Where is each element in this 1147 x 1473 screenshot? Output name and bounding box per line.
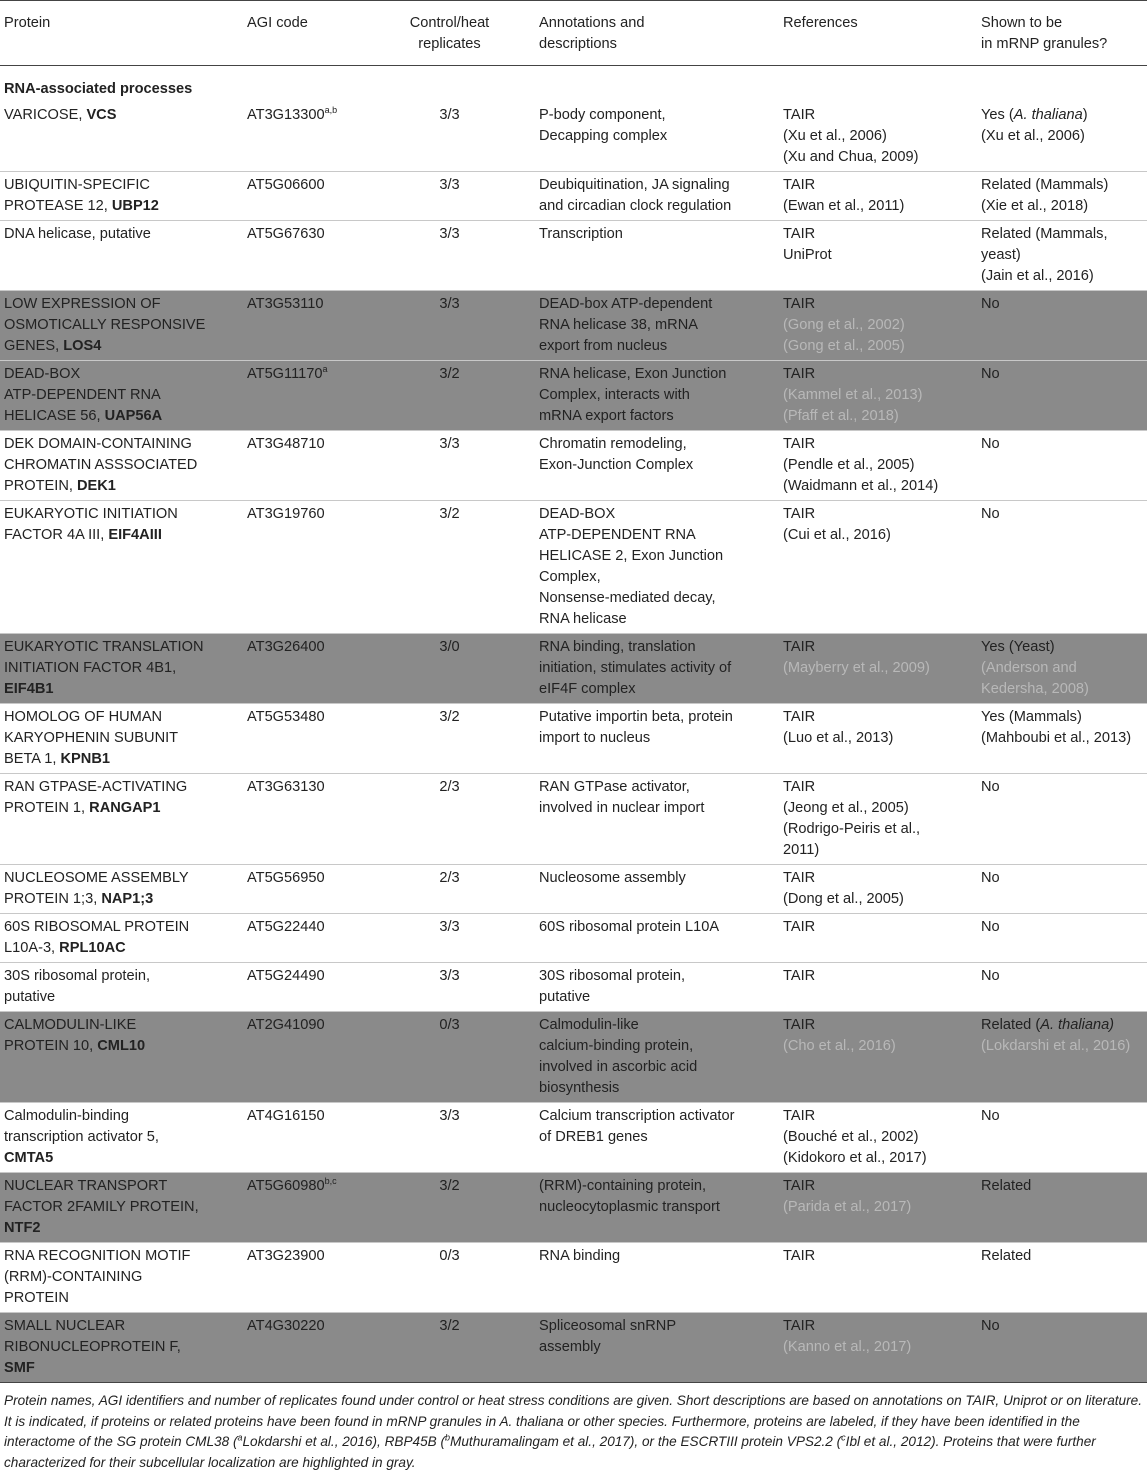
protein-name-line: NUCLEAR TRANSPORT xyxy=(4,1178,168,1194)
table-row xyxy=(0,1173,1147,1243)
replicates-cell: 3/2 xyxy=(364,1173,535,1243)
protein-abbreviation: UBP12 xyxy=(111,198,159,214)
protein-name-line: (RRM)-CONTAINING xyxy=(4,1269,143,1285)
agi-code-cell: AT3G19760 xyxy=(243,501,364,634)
references-cell: TAIR (Bouché et al., 2002) (Kidokoro et al., 2017) xyxy=(779,1103,977,1173)
reference-link[interactable]: UniProt xyxy=(783,247,832,263)
reference-link[interactable]: (Waidmann et al., 2014) xyxy=(783,478,939,494)
annotation-cell: Spliceosomal snRNP assembly xyxy=(535,1313,779,1383)
reference-link[interactable]: 2011) xyxy=(783,842,820,858)
granules-cell: No xyxy=(977,291,1147,361)
granules-cell: No xyxy=(977,774,1147,865)
reference-link[interactable]: (Bouché et al., 2002) xyxy=(783,1129,919,1145)
protein-name-line: putative xyxy=(4,989,56,1005)
reference-link[interactable]: (Anderson and xyxy=(981,660,1077,676)
references-cell: TAIR xyxy=(779,914,977,963)
protein-name-line: UBIQUITIN-SPECIFIC xyxy=(4,177,150,193)
granules-cell: Yes (Mammals) (Mahboubi et al., 2013) xyxy=(977,704,1147,774)
reference-link[interactable]: (Jeong et al., 2005) xyxy=(783,800,909,816)
replicates-cell: 2/3 xyxy=(364,865,535,914)
protein-abbreviation: CML10 xyxy=(97,1038,146,1054)
header-references: References xyxy=(779,1,977,66)
agi-code-cell: AT5G53480 xyxy=(243,704,364,774)
annotation-cell: Putative importin beta, protein import to nucleus xyxy=(535,704,779,774)
agi-code-cell: AT5G56950 xyxy=(243,865,364,914)
protein-cell xyxy=(0,963,243,1012)
references-cell: TAIR (Xu et al., 2006) (Xu and Chua, 2009) xyxy=(779,102,977,172)
protein-name-line: Calmodulin-binding xyxy=(4,1108,129,1124)
agi-footnote-marker: b,c xyxy=(324,1176,337,1187)
protein-name-line: PROTEIN 1, xyxy=(4,800,90,816)
granules-cell: Yes (Yeast) (Anderson and Kedersha, 2008) xyxy=(977,634,1147,704)
reference-link[interactable]: (Kanno et al., 2017) xyxy=(783,1339,912,1355)
protein-name-line: HELICASE 56, xyxy=(4,408,105,424)
reference-link[interactable]: (Parida et al., 2017) xyxy=(783,1199,912,1215)
table-row xyxy=(0,291,1147,361)
protein-abbreviation: RANGAP1 xyxy=(89,800,161,816)
protein-cell xyxy=(0,1313,243,1383)
reference-link[interactable]: (Pfaff et al., 2018) xyxy=(783,408,899,424)
protein-name-line: 60S RIBOSOMAL PROTEIN xyxy=(4,919,190,935)
reference-link[interactable]: (Gong et al., 2005) xyxy=(783,338,905,354)
replicates-cell: 3/3 xyxy=(364,1103,535,1173)
reference-link[interactable]: (Dong et al., 2005) xyxy=(783,891,904,907)
protein-cell xyxy=(0,1103,243,1173)
granules-cell: No xyxy=(977,431,1147,501)
references-cell: TAIR (Parida et al., 2017) xyxy=(779,1173,977,1243)
protein-abbreviation: DEK1 xyxy=(76,478,116,494)
annotation-cell: RNA helicase, Exon Junction Complex, interacts with mRNA export factors xyxy=(535,361,779,431)
protein-name-line: FACTOR 4A III, xyxy=(4,527,109,543)
table-row xyxy=(0,1313,1147,1383)
protein-name-line: FACTOR 2FAMILY PROTEIN, xyxy=(4,1199,199,1215)
annotation-cell: Calmodulin-like calcium-binding protein, involved in ascorbic acid biosynthesis xyxy=(535,1012,779,1103)
granules-cell: No xyxy=(977,501,1147,634)
protein-cell xyxy=(0,704,243,774)
replicates-cell: 3/3 xyxy=(364,963,535,1012)
references-cell: TAIR (Gong et al., 2002) (Gong et al., 2005) xyxy=(779,291,977,361)
references-cell: TAIR (Luo et al., 2013) xyxy=(779,704,977,774)
agi-code-cell: AT3G26400 xyxy=(243,634,364,704)
protein-name-line: transcription activator 5, xyxy=(4,1129,159,1145)
header-replicates: Control/heat replicates xyxy=(364,1,535,66)
protein-name-line: PROTEIN xyxy=(4,1290,69,1306)
granules-cell: Related (Mammals, yeast) (Jain et al., 2016) xyxy=(977,221,1147,291)
granules-cell: Yes (A. thaliana) (Xu et al., 2006) xyxy=(977,102,1147,172)
protein-cell xyxy=(0,361,243,431)
references-cell: TAIR (Cho et al., 2016) xyxy=(779,1012,977,1103)
protein-cell xyxy=(0,291,243,361)
protein-name-line: DNA helicase, putative xyxy=(4,226,151,242)
replicates-cell: 3/2 xyxy=(364,361,535,431)
protein-abbreviation: CMTA5 xyxy=(4,1150,54,1166)
agi-code-cell: AT5G22440 xyxy=(243,914,364,963)
reference-link[interactable]: (Cui et al., 2016) xyxy=(783,527,891,543)
section-row xyxy=(0,66,1147,103)
table-row xyxy=(0,914,1147,963)
header-annotations: Annotations and descriptions xyxy=(535,1,779,66)
annotation-cell: RNA binding, translation initiation, stimulates activity of eIF4F complex xyxy=(535,634,779,704)
protein-name-line: 30S ribosomal protein, xyxy=(4,968,151,984)
protein-abbreviation: RPL10AC xyxy=(59,940,126,956)
agi-code-cell: AT5G24490 xyxy=(243,963,364,1012)
table-row xyxy=(0,501,1147,634)
reference-link[interactable]: (Xu et al., 2006) xyxy=(783,128,887,144)
table-row xyxy=(0,704,1147,774)
granules-cell: No xyxy=(977,914,1147,963)
replicates-cell: 3/2 xyxy=(364,501,535,634)
references-cell: TAIR (Mayberry et al., 2009) xyxy=(779,634,977,704)
granules-cell: No xyxy=(977,1313,1147,1383)
protein-abbreviation: SMF xyxy=(4,1360,35,1376)
annotation-cell: Transcription xyxy=(535,221,779,291)
protein-cell xyxy=(0,102,243,172)
agi-footnote-marker: a,b xyxy=(324,105,338,116)
protein-name-line: SMALL NUCLEAR xyxy=(4,1318,126,1334)
agi-code-cell: AT5G06600 xyxy=(243,172,364,221)
protein-name-line: RIBONUCLEOPROTEIN F, xyxy=(4,1339,181,1355)
agi-footnote-marker: a xyxy=(322,364,328,375)
protein-abbreviation: EIF4B1 xyxy=(4,681,54,697)
protein-abbreviation: VCS xyxy=(86,107,117,123)
protein-cell xyxy=(0,634,243,704)
annotation-cell: (RRM)-containing protein, nucleocytoplasmic transport xyxy=(535,1173,779,1243)
protein-name-line: INITIATION FACTOR 4B1, xyxy=(4,660,177,676)
protein-name-line: EUKARYOTIC TRANSLATION xyxy=(4,639,204,655)
references-cell: TAIR (Jeong et al., 2005) (Rodrigo-Peiris et al., 2011) xyxy=(779,774,977,865)
protein-abbreviation: EIF4AIII xyxy=(108,527,162,543)
reference-link[interactable]: (Pendle et al., 2005) xyxy=(783,457,915,473)
protein-name-line: RNA RECOGNITION MOTIF xyxy=(4,1248,191,1264)
agi-code-cell: AT5G11170$^a$ xyxy=(243,361,364,431)
protein-cell xyxy=(0,1243,243,1313)
section-title: RNA-associated processes xyxy=(4,81,193,97)
reference-link[interactable]: Kedersha, 2008) xyxy=(981,681,1089,697)
annotation-cell: DEAD-BOX ATP-DEPENDENT RNA HELICASE 2, Exon Junction Complex, Nonsense-mediated decay, RNA helicase xyxy=(535,501,779,634)
protein-name-line: CHROMATIN ASSSOCIATED xyxy=(4,457,198,473)
reference-link[interactable]: (Mayberry et al., 2009) xyxy=(783,660,930,676)
replicates-cell: 3/3 xyxy=(364,221,535,291)
protein-name-line: EUKARYOTIC INITIATION xyxy=(4,506,178,522)
replicates-cell: 0/3 xyxy=(364,1243,535,1313)
reference-link[interactable]: (Kammel et al., 2013) xyxy=(783,387,923,403)
references-cell: TAIR (Ewan et al., 2011) xyxy=(779,172,977,221)
protein-name-line: DEK DOMAIN-CONTAINING xyxy=(4,436,192,452)
protein-name-line: LOW EXPRESSION OF xyxy=(4,296,161,312)
table-row xyxy=(0,172,1147,221)
replicates-cell: 3/3 xyxy=(364,431,535,501)
annotation-cell: Deubiquitination, JA signaling and circadian clock regulation xyxy=(535,172,779,221)
protein-cell xyxy=(0,172,243,221)
protein-name-line: HOMOLOG OF HUMAN xyxy=(4,709,163,725)
protein-name-line: BETA 1, xyxy=(4,751,61,767)
protein-abbreviation: NTF2 xyxy=(4,1220,41,1236)
references-cell: TAIR xyxy=(779,963,977,1012)
granules-cell: Related xyxy=(977,1173,1147,1243)
reference-link[interactable]: (Xie et al., 2018) xyxy=(981,198,1089,214)
granules-cell: Related (Mammals) (Xie et al., 2018) xyxy=(977,172,1147,221)
table-row xyxy=(0,221,1147,291)
table-header-row xyxy=(0,1,1147,66)
annotation-cell: 30S ribosomal protein, putative xyxy=(535,963,779,1012)
reference-link[interactable]: (Kidokoro et al., 2017) xyxy=(783,1150,927,1166)
reference-link[interactable]: (Ewan et al., 2011) xyxy=(783,198,905,214)
header-agi-code: AGI code xyxy=(243,1,364,66)
granules-cell: No xyxy=(977,865,1147,914)
reference-link[interactable]: (Jain et al., 2016) xyxy=(981,268,1094,284)
reference-link[interactable]: (Lokdarshi et al., 2016) xyxy=(981,1038,1131,1054)
agi-code-cell: AT5G60980$^{b,c}$ xyxy=(243,1173,364,1243)
protein-cell xyxy=(0,774,243,865)
protein-name-line: PROTEIN 1;3, xyxy=(4,891,102,907)
granules-cell: No xyxy=(977,361,1147,431)
header-protein: Protein xyxy=(0,1,243,66)
protein-cell xyxy=(0,914,243,963)
replicates-cell: 3/0 xyxy=(364,634,535,704)
references-cell: TAIR (Dong et al., 2005) xyxy=(779,865,977,914)
table-row xyxy=(0,963,1147,1012)
annotation-cell: Calcium transcription activator of DREB1 genes xyxy=(535,1103,779,1173)
table-row xyxy=(0,774,1147,865)
protein-cell xyxy=(0,431,243,501)
replicates-cell: 3/3 xyxy=(364,914,535,963)
protein-cell xyxy=(0,865,243,914)
protein-name-line: DEAD-BOX xyxy=(4,366,81,382)
agi-code-cell: AT3G63130 xyxy=(243,774,364,865)
replicates-cell: 3/3 xyxy=(364,102,535,172)
table-row xyxy=(0,431,1147,501)
replicates-cell: 0/3 xyxy=(364,1012,535,1103)
protein-name-line: CALMODULIN-LIKE xyxy=(4,1017,137,1033)
protein-name-line: KARYOPHENIN SUBUNIT xyxy=(4,730,179,746)
table-row xyxy=(0,102,1147,172)
header-granules: Shown to be in mRNP granules? xyxy=(977,1,1147,66)
agi-code-cell: AT2G41090 xyxy=(243,1012,364,1103)
protein-name-line: NUCLEOSOME ASSEMBLY xyxy=(4,870,189,886)
references-cell: TAIR (Cui et al., 2016) xyxy=(779,501,977,634)
granules-cell: Related (A. thaliana) (Lokdarshi et al., 2016) xyxy=(977,1012,1147,1103)
table-footnote: Protein names, AGI identifiers and number of replicates found under control or heat stress conditions are given. Short descriptions are based on annotations on TAIR, Uniprot or on literature. It is indicated, if proteins or related proteins have been found in mRNP granules in A. thaliana or other species. Furthermore, proteins are labeled, if they have been identified in the interactome of the SG protein CML38 ($^a$Lokdarshi et al., 2016), RBP45B ($^b$Muthuramalingam et al., 2017), or the ESCRTIII protein VPS2.2 ($^c$Ibl et al., 2012). Proteins that were further characterized for their subcellular localization are highlighted in gray. xyxy=(4,1393,1142,1470)
table-row xyxy=(0,1103,1147,1173)
annotation-cell: DEAD-box ATP-dependent RNA helicase 38, mRNA export from nucleus xyxy=(535,291,779,361)
protein-name-line: PROTEIN 10, xyxy=(4,1038,98,1054)
reference-link[interactable]: (Gong et al., 2002) xyxy=(783,317,905,333)
agi-code-cell: AT5G67630 xyxy=(243,221,364,291)
annotation-cell: RAN GTPase activator, involved in nuclear import xyxy=(535,774,779,865)
annotation-cell: Nucleosome assembly xyxy=(535,865,779,914)
protein-cell xyxy=(0,1173,243,1243)
annotation-cell: P-body component, Decapping complex xyxy=(535,102,779,172)
reference-link[interactable]: (Mahboubi et al., 2013) xyxy=(981,730,1132,746)
granules-cell: No xyxy=(977,963,1147,1012)
protein-cell xyxy=(0,221,243,291)
annotation-cell: RNA binding xyxy=(535,1243,779,1313)
references-cell: TAIR (Kammel et al., 2013) (Pfaff et al., 2018) xyxy=(779,361,977,431)
table-row xyxy=(0,361,1147,431)
annotation-cell: 60S ribosomal protein L10A xyxy=(535,914,779,963)
protein-abbreviation: LOS4 xyxy=(63,338,102,354)
reference-link[interactable]: (Xu et al., 2006) xyxy=(981,128,1085,144)
references-cell: TAIR xyxy=(779,1243,977,1313)
protein-cell xyxy=(0,1012,243,1103)
protein-name-line: GENES, xyxy=(4,338,64,354)
reference-link[interactable]: (Cho et al., 2016) xyxy=(783,1038,896,1054)
annotation-cell: Chromatin remodeling, Exon-Junction Complex xyxy=(535,431,779,501)
replicates-cell: 3/3 xyxy=(364,172,535,221)
references-cell: TAIR UniProt xyxy=(779,221,977,291)
references-cell: TAIR (Kanno et al., 2017) xyxy=(779,1313,977,1383)
protein-abbreviation: NAP1;3 xyxy=(101,891,154,907)
agi-code-cell: AT3G23900 xyxy=(243,1243,364,1313)
agi-code-cell: AT4G16150 xyxy=(243,1103,364,1173)
protein-name-line: RAN GTPASE-ACTIVATING xyxy=(4,779,188,795)
agi-code-cell: AT3G53110 xyxy=(243,291,364,361)
granules-cell: No xyxy=(977,1103,1147,1173)
agi-code-cell: AT3G48710 xyxy=(243,431,364,501)
agi-code-cell: AT3G13300$^{a,b}$ xyxy=(243,102,364,172)
protein-name-line: L10A-3, xyxy=(4,940,60,956)
granules-cell: Related xyxy=(977,1243,1147,1313)
reference-link[interactable]: (Xu and Chua, 2009) xyxy=(783,149,919,165)
reference-link[interactable]: (Rodrigo-Peiris et al., xyxy=(783,821,921,837)
table-row xyxy=(0,634,1147,704)
agi-code-cell: AT4G30220 xyxy=(243,1313,364,1383)
replicates-cell: 3/3 xyxy=(364,291,535,361)
references-cell: TAIR (Pendle et al., 2005) (Waidmann et al., 2014) xyxy=(779,431,977,501)
protein-abbreviation: KPNB1 xyxy=(60,751,110,767)
replicates-cell: 2/3 xyxy=(364,774,535,865)
protein-name-line: PROTEIN, xyxy=(4,478,77,494)
table-row xyxy=(0,865,1147,914)
protein-name-line: PROTEASE 12, xyxy=(4,198,112,214)
protein-name-line: VARICOSE, xyxy=(4,107,87,123)
reference-link[interactable]: (Luo et al., 2013) xyxy=(783,730,894,746)
protein-cell xyxy=(0,501,243,634)
replicates-cell: 3/2 xyxy=(364,1313,535,1383)
protein-abbreviation: UAP56A xyxy=(104,408,163,424)
table-row xyxy=(0,1012,1147,1103)
protein-name-line: OSMOTICALLY RESPONSIVE xyxy=(4,317,206,333)
replicates-cell: 3/2 xyxy=(364,704,535,774)
protein-name-line: ATP-DEPENDENT RNA xyxy=(4,387,161,403)
table-row xyxy=(0,1243,1147,1313)
